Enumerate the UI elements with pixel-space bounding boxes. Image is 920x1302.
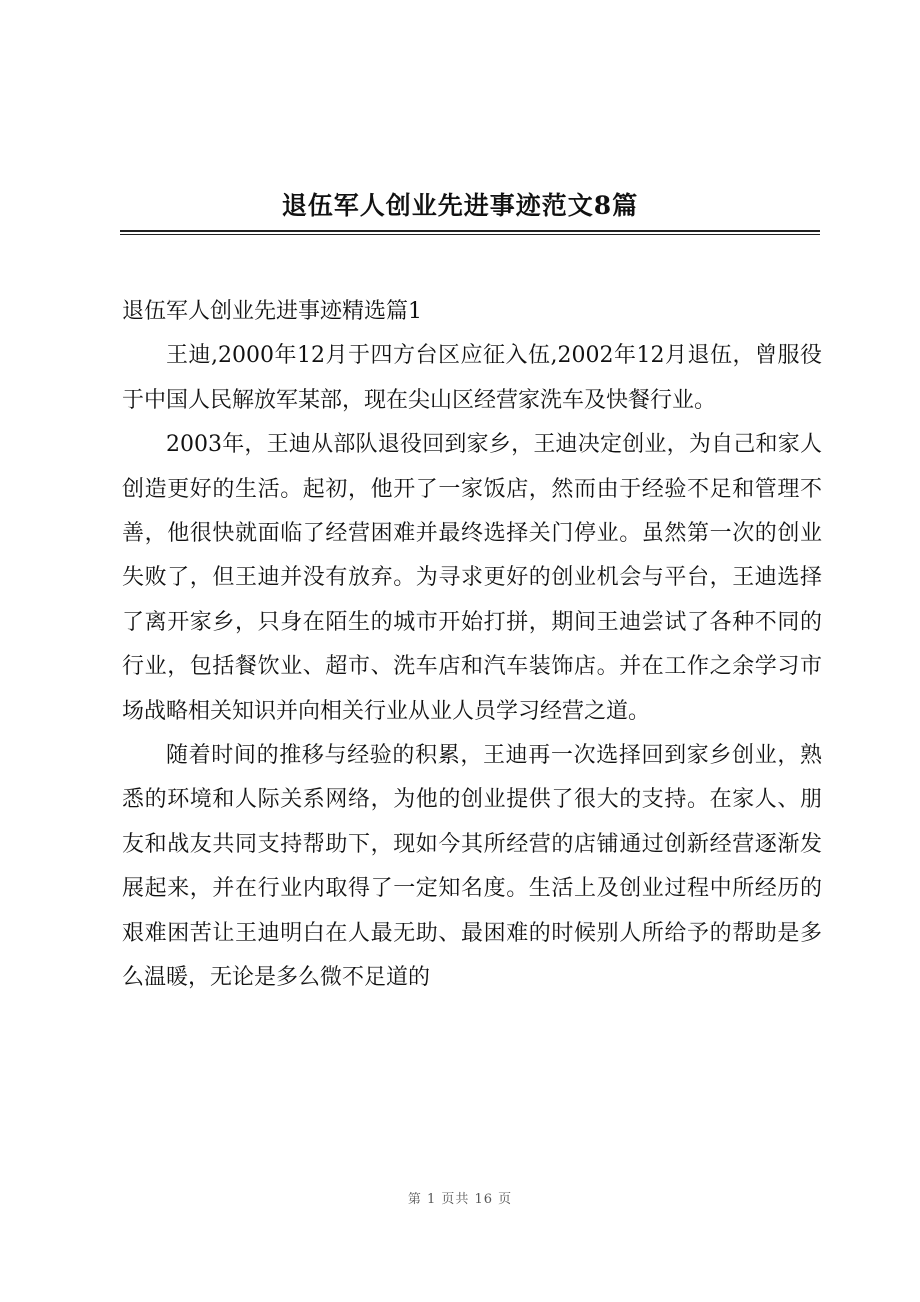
paragraph: 2003年，王迪从部队退役回到家乡，王迪决定创业，为自己和家人创造更好的生活。起初，他开了一家饭店，然而由于经验不足和管理不善，他很快就面临了经营困难并最终选择关门停业。虽然第一次的创业失败了，但王迪并没有放弃。为寻求更好的创业机会与平台，王迪选择了离开家乡，只身在陌生的城市开始打拼，期间王迪尝试了各种不同的行业，包括餐饮业、超市、洗车店和汽车装饰店。并在工作之余学习市场战略相关知识并向相关行业从业人员学习经营之道。 — [122, 432, 822, 724]
document-title: 退伍军人创业先进事迹范文8篇 — [281, 191, 639, 220]
paragraph: 随着时间的推移与经验的积累，王迪再一次选择回到家乡创业，熟悉的环境和人际关系网络，为他的创业提供了很大的支持。在家人、朋友和战友共同支持帮助下，现如今其所经营的店铺通过创新经营逐渐发展起来，并在行业内取得了一定知名度。生活上及创业过程中所经历的艰难困苦让王迪明白在人最无助、最困难的时候别人所给予的帮助是多么温暖，无论是多么微不足道的 — [122, 743, 822, 991]
title-rule-thin — [120, 234, 820, 235]
section-heading: 退伍军人创业先进事迹精选篇1 — [122, 299, 422, 324]
document-body — [122, 290, 822, 1001]
paragraph: 王迪,2000年12月于四方台区应征入伍,2002年12月退伍，曾服役于中国人民解放军某部，现在尖山区经营家洗车及快餐行业。 — [122, 343, 822, 413]
page-number: 第 1 页共 16 页 — [407, 1192, 513, 1207]
title-rule-thick — [120, 230, 820, 232]
